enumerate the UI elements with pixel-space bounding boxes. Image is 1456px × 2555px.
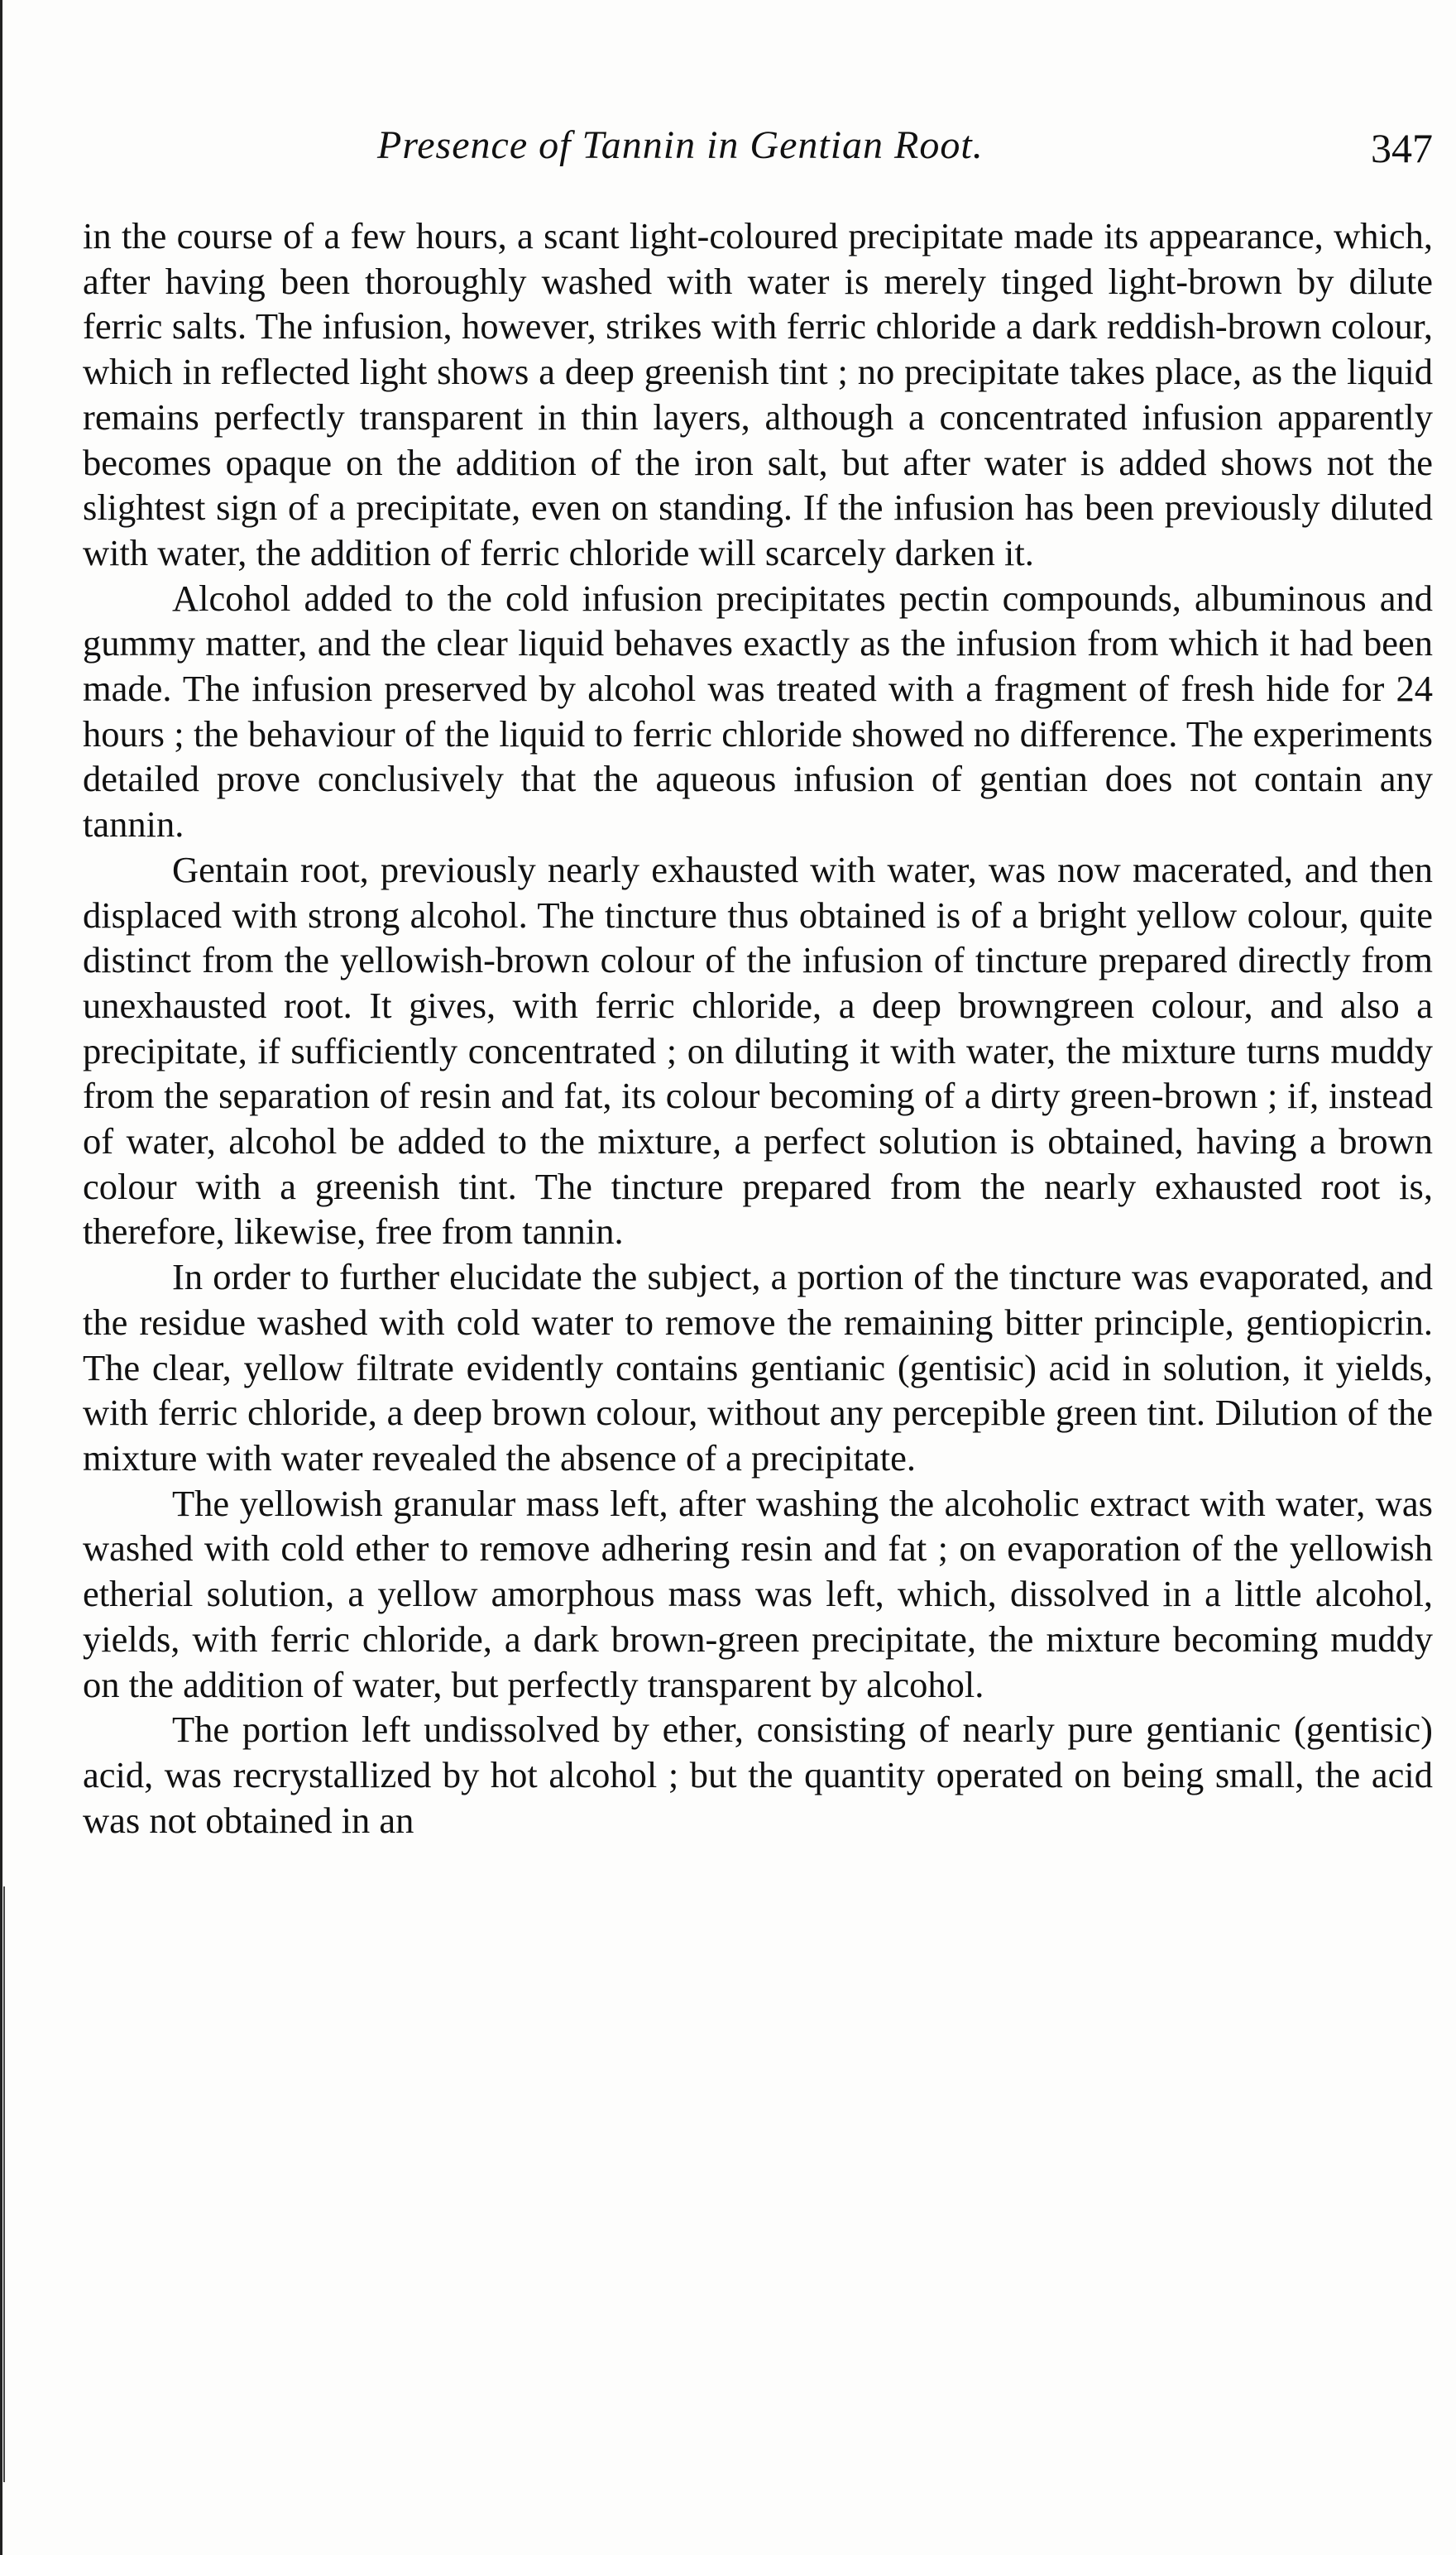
scan-edge-line-lower [3,1886,5,2482]
paragraph: Alcohol added to the cold infusion precipitates pectin compounds, albuminous and gummy matter, and the clear liquid behaves exactly as the infusion from which it had been made. The infusion preserved by alcohol was treated with a fragment of fresh hide for 24 hours ; the behaviour of the liquid to ferric chloride showed no difference. The experiments detailed prove conclusively that the aqueous infusion of gentian does not contain any tannin. [83,577,1433,846]
paragraph: Gentain root, previously nearly exhausted with water, was now macerated, and then displaced with strong alcohol. The tincture thus obtained is of a bright yellow colour, quite distinct from the yellowish-brown colour of the infusion of tincture prepared directly from unexhausted root. It gives, with ferric chloride, a deep browngreen colour, and also a precipitate, if sufficiently concentrated ; on diluting it with water, the mixture turns muddy from the separation of resin and fat, its colour becoming of a dirty green-brown ; if, instead of water, alcohol be added to the mixture, a perfect solution is obtained, having a brown colour with a greenish tint. The tincture prepared from the nearly exhausted root is, therefore, likewise, free from tannin. [83,848,1433,1253]
body-text [83,213,1433,1843]
page-header [83,122,1433,180]
paragraph: The yellowish granular mass left, after washing the alcoholic extract with water, was washed with cold ether to remove adhering resin and fat ; on evaporation of the yellowish etherial solution, a yellow amorphous mass was left, which, dissolved in a little alcohol, yields, with ferric chloride, a dark brown-green precipitate, the mixture becoming muddy on the addition of water, but perfectly transparent by alcohol. [83,1482,1433,1705]
page-number: 347 [1371,125,1433,171]
running-title: Presence of Tannin in Gentian Root. [377,123,984,167]
paragraph: In order to further elucidate the subject, a portion of the tincture was evaporated, and the residue washed with cold water to remove the remaining bitter principle, gentiopicrin. The clear, yellow filtrate evidently contains gentianic (gentisic) acid in solution, it yields, with ferric chloride, a deep brown colour, without any percepible green tint. Dilution of the mixture with water revealed the absence of a precipitate. [83,1256,1433,1479]
paragraph: in the course of a few hours, a scant light-coloured precipitate made its appearance, which, after having been thoroughly washed with water is merely tinged light-brown by dilute ferric salts. The infusion, however, strikes with ferric chloride a dark reddish-brown colour, which in reflected light shows a deep greenish tint ; no precipitate takes place, as the liquid remains perfectly transparent in thin layers, although a concentrated infusion apparently becomes opaque on the addition of the iron salt, but after water is added shows not the slightest sign of a precipitate, even on standing. If the infusion has been previously diluted with water, the addition of ferric chloride will scarcely darken it. [83,215,1433,573]
scan-edge-line [0,0,2,2555]
paragraph: The portion left undissolved by ether, consisting of nearly pure gentianic (gentisic) acid, was recrystallized by hot alcohol ; but the quantity operated on being small, the acid was not obtained in an [83,1709,1433,1841]
